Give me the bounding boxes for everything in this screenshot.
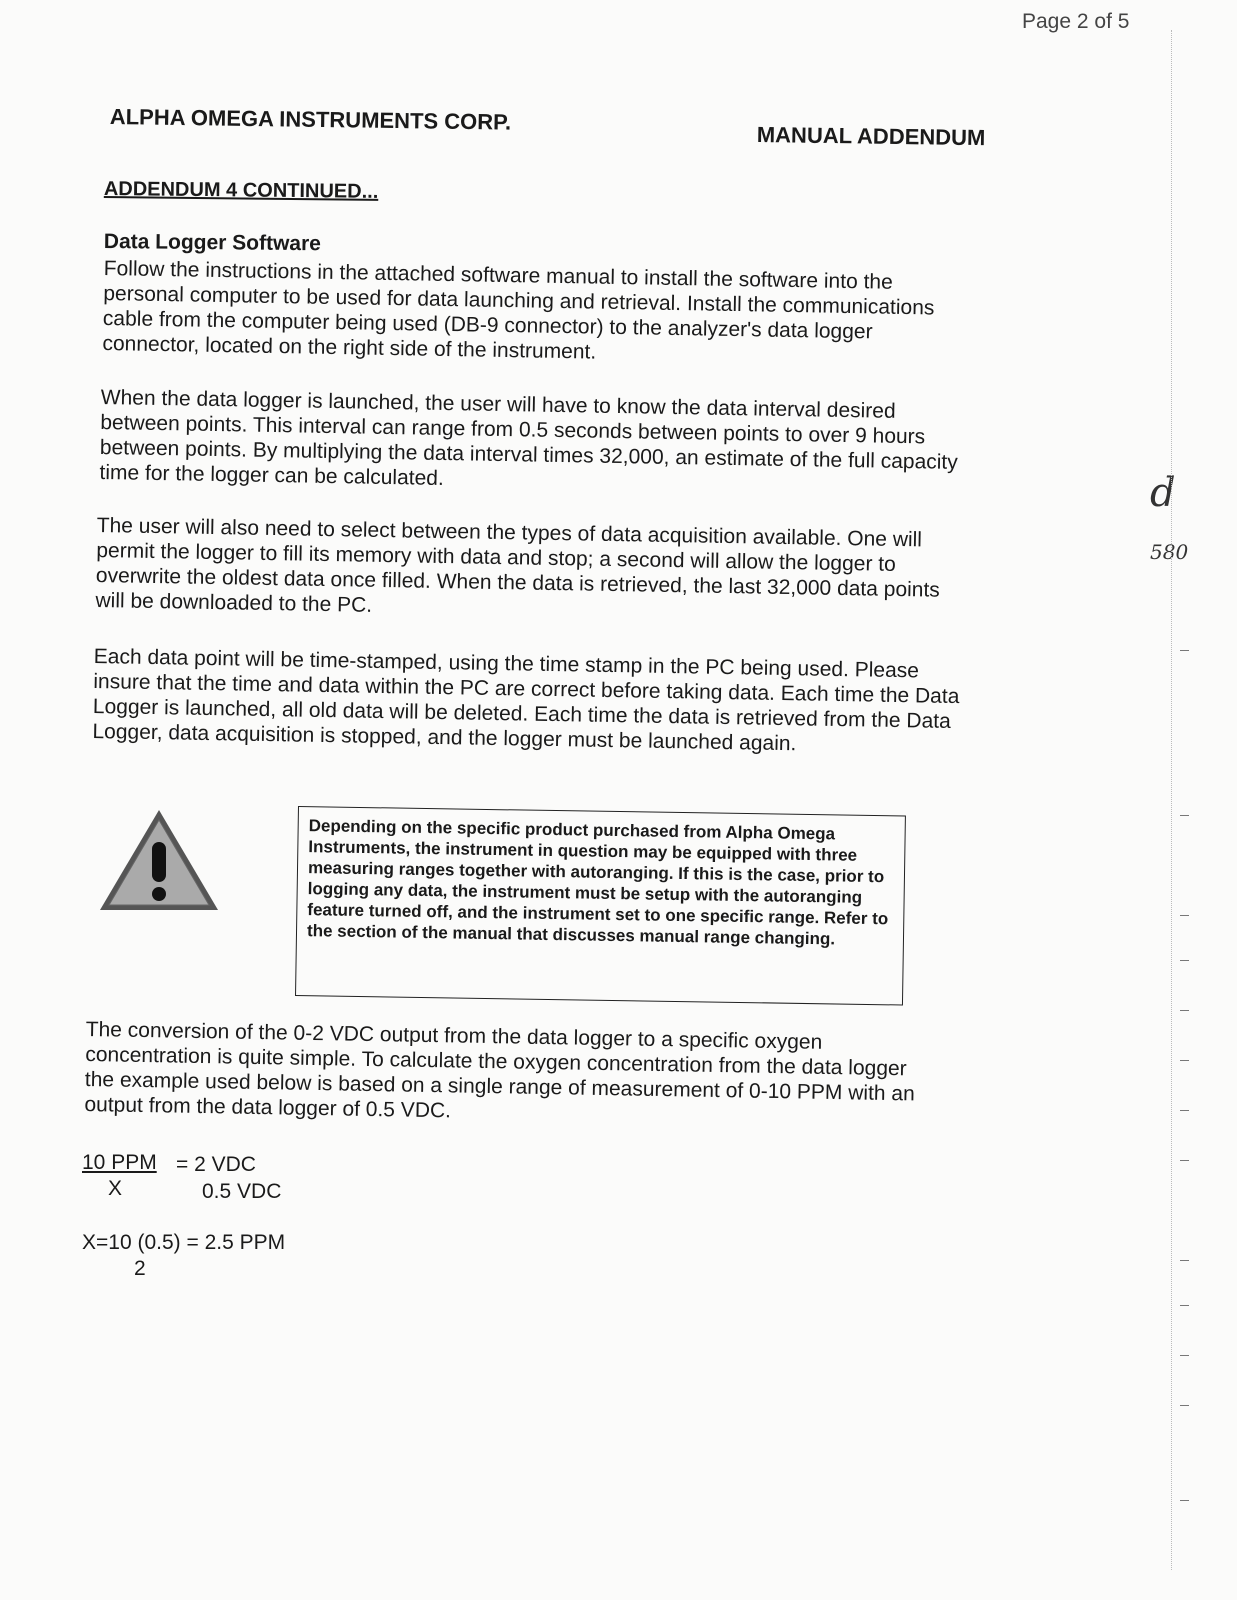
handwritten-mark: d (1150, 470, 1176, 516)
margin-tick (1180, 1405, 1189, 1406)
handwritten-number: 580 (1150, 540, 1189, 564)
paragraph-conversion: The conversion of the 0-2 VDC output from the data logger to a specific oxygen concentration is quite simple. To calculate the oxygen concentration from the data logger the example used below is based on a single range of measurement of 0-10 PPM with an output from the data logger of 0.5 VDC. (84, 1017, 915, 1123)
paragraph-timestamp: Each data point will be time-stamped, using the time stamp in the PC being used. Please insure that the time and data within the PC are correct before taking data. Each time the Data Logger is launched, all old data will be deleted. Each time the data is retrieved from the Data Logger, data acquisition is stopped, and the logger must be launched again. (92, 644, 960, 756)
margin-tick (1180, 1305, 1189, 1306)
margin-tick (1180, 915, 1189, 916)
margin-tick (1180, 960, 1189, 961)
binding-margin-line (1171, 30, 1173, 1570)
margin-tick (1180, 1110, 1189, 1111)
formula1-left-numerator: 10 PPM (82, 1151, 157, 1174)
margin-tick (1180, 1500, 1189, 1501)
formula1-left-denominator: X (108, 1177, 123, 1200)
paragraph-install: Follow the instructions in the attached software manual to install the software into the personal computer to be used for data launching and retrieval. Install the communications cable from the computer being used (DB-9 connector) to the analyzer's data logger connector, located on the right side of the instrument. (102, 256, 935, 364)
margin-tick (1180, 815, 1189, 816)
margin-tick (1180, 1160, 1189, 1161)
margin-tick (1180, 1010, 1189, 1011)
company-name: ALPHA OMEGA INSTRUMENTS CORP. (109, 104, 512, 135)
paragraph-acquisition: The user will also need to select between the types of data acquisition available. One will permit the logger to fill its memory with data and stop; a second will allow the logger to overwrite the oldest data once filled. When the data is retrieved, the last 32,000 data points will be downloaded to the PC. (95, 513, 940, 617)
formula2-numerator: X=10 (0.5) = 2.5 PPM (82, 1231, 286, 1254)
formula1-right-denominator: 0.5 VDC (202, 1180, 282, 1203)
document-type: MANUAL ADDENDUM (756, 122, 986, 151)
formula2-denominator: 2 (134, 1257, 146, 1280)
paragraph-interval: When the data logger is launched, the user will have to know the data interval desired between points. This interval can range from 0.5 seconds between points to over 9 hours between points. By multiplying the data interval times 32,000, an estimate of the full capacity time for the logger can be calculated. (99, 385, 958, 490)
margin-tick (1180, 650, 1189, 651)
margin-tick (1180, 1060, 1189, 1061)
subheading: Data Logger Software (103, 230, 322, 256)
warning-note: Depending on the specific product purchased from Alpha Omega Instruments, the instrument in question may be equipped with three measuring ranges together with autoranging. If this is the case, prior to logging any data, the instrument must be setup with the autoranging feature turned off, and the instrument set to one specific range. Refer to the section of the manual that discusses manual range changing. (295, 806, 906, 1006)
margin-tick (1180, 1260, 1189, 1261)
margin-tick (1180, 1355, 1189, 1356)
page-number: Page 2 of 5 (1022, 10, 1130, 33)
warning-icon (96, 806, 222, 916)
section-heading: ADDENDUM 4 CONTINUED... (103, 178, 379, 203)
formula1-right-numerator: = 2 VDC (176, 1153, 256, 1176)
